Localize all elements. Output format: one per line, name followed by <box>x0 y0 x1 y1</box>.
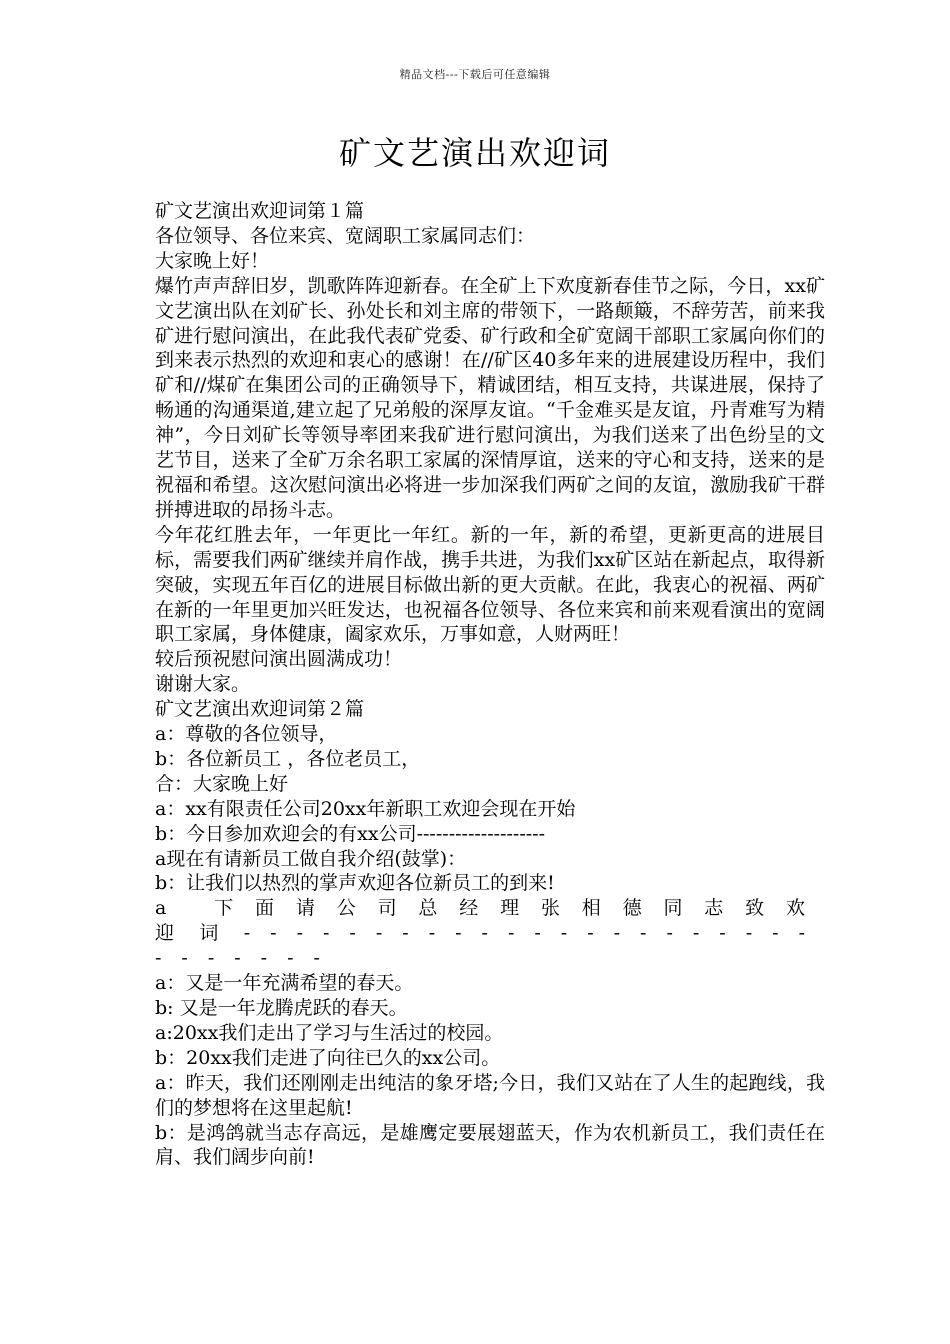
dialogue-line-spaced: a 下面请公司总经理张相德同志致欢迎词----------------------------- <box>155 897 825 970</box>
dialogue-line: a：又是一年充满希望的春天。 <box>155 972 414 995</box>
paragraph-main-2: 今年花红胜去年，一年更比一年红。新的一年，新的希望，更新更高的进展目标，需要我们两矿继续并肩作战，携手共进，为我们xx矿区站在新起点，取得新突破，实现五年百亿的进展目标做出新的更大贡献。在此，我衷心的祝福、两矿在新的一年里更加兴旺发达，也祝福各位领导、各位来宾和前来观看演出的宽阔职工家属，身体健康，阖家欢乐，万事如意，人财两旺！ <box>155 523 825 646</box>
dialogue-line: b：让我们以热烈的掌声欢迎各位新员工的到来! <box>155 872 555 895</box>
dialogue-line: a：昨天，我们还刚刚走出纯洁的象牙塔;今日，我们又站在了人生的起跑线，我们的梦想将在这里起航! <box>155 1071 825 1119</box>
dialogue-line: b：是鸿鸽就当志存高远，是雄鹰定要展翅蓝天，作为农机新员工，我们责任在肩、我们阔步向前! <box>155 1121 825 1169</box>
dialogue-line: b：今日参加欢迎会的有xx公司-------------------- <box>155 822 545 845</box>
dialogue-line: a:20xx我们走出了学习与生活过的校园。 <box>155 1021 504 1044</box>
document-title: 矿文艺演出欢迎词 <box>338 134 611 172</box>
dialogue-line: 合：大家晚上好 <box>155 772 289 795</box>
page-header-note: 精品文档---下载后可任意编辑 <box>399 68 551 81</box>
section-heading-2: 矿文艺演出欢迎词第２篇 <box>155 698 365 721</box>
dialogue-line: b：20xx我们走进了向往已久的xx公司。 <box>155 1046 501 1069</box>
dialogue-line: a：尊敬的各位领导， <box>155 723 338 746</box>
dialogue-line: b: 又是一年龙腾虎跃的春天。 <box>155 997 408 1019</box>
section-heading-1: 矿文艺演出欢迎词第１篇 <box>155 200 365 222</box>
dialogue-line: a：xx有限责任公司20xx年新职工欢迎会现在开始 <box>155 797 576 820</box>
paragraph-closing-1: 较后预祝慰问演出圆满成功！ <box>155 648 403 671</box>
paragraph-thanks: 谢谢大家。 <box>155 673 251 696</box>
document-body <box>145 199 825 1170</box>
salutation: 各位领导、各位来宾、宽阔职工家属同志们： <box>155 224 536 247</box>
greeting: 大家晚上好！ <box>155 249 270 272</box>
paragraph-main-1: 爆竹声声辞旧岁，凯歌阵阵迎新春。在全矿上下欢度新春佳节之际，今日，xx矿文艺演出队在刘矿长、孙处长和刘主席的带领下，一路颠簸，不辞劳苦，前来我矿进行慰问演出，在此我代表矿党委、矿行政和全矿宽阔干部职工家属向你们的到来表示热烈的欢迎和衷心的感谢！在//矿区40多年来的进展建设历程中，我们矿和//煤矿在集团公司的正确领导下，精诚团结，相互支持，共谋进展，保持了畅通的沟通渠道,建立起了兄弟般的深厚友谊。“千金难买是友谊，丹青难写为精神”，今日刘矿长等领导率团来我矿进行慰问演出，为我们送来了出色纷呈的文艺节目，送来了全矿万余名职工家属的深情厚谊，送来的守心和支持，送来的是祝福和希望。这次慰问演出必将进一步加深我们两矿之间的友谊，激励我矿干群拼搏进取的昂扬斗志。 <box>155 274 825 521</box>
dialogue-line: a现在有请新员工做自我介绍(鼓掌)： <box>155 847 467 870</box>
dialogue-line: b：各位新员工 ，各位老员工， <box>155 747 421 770</box>
